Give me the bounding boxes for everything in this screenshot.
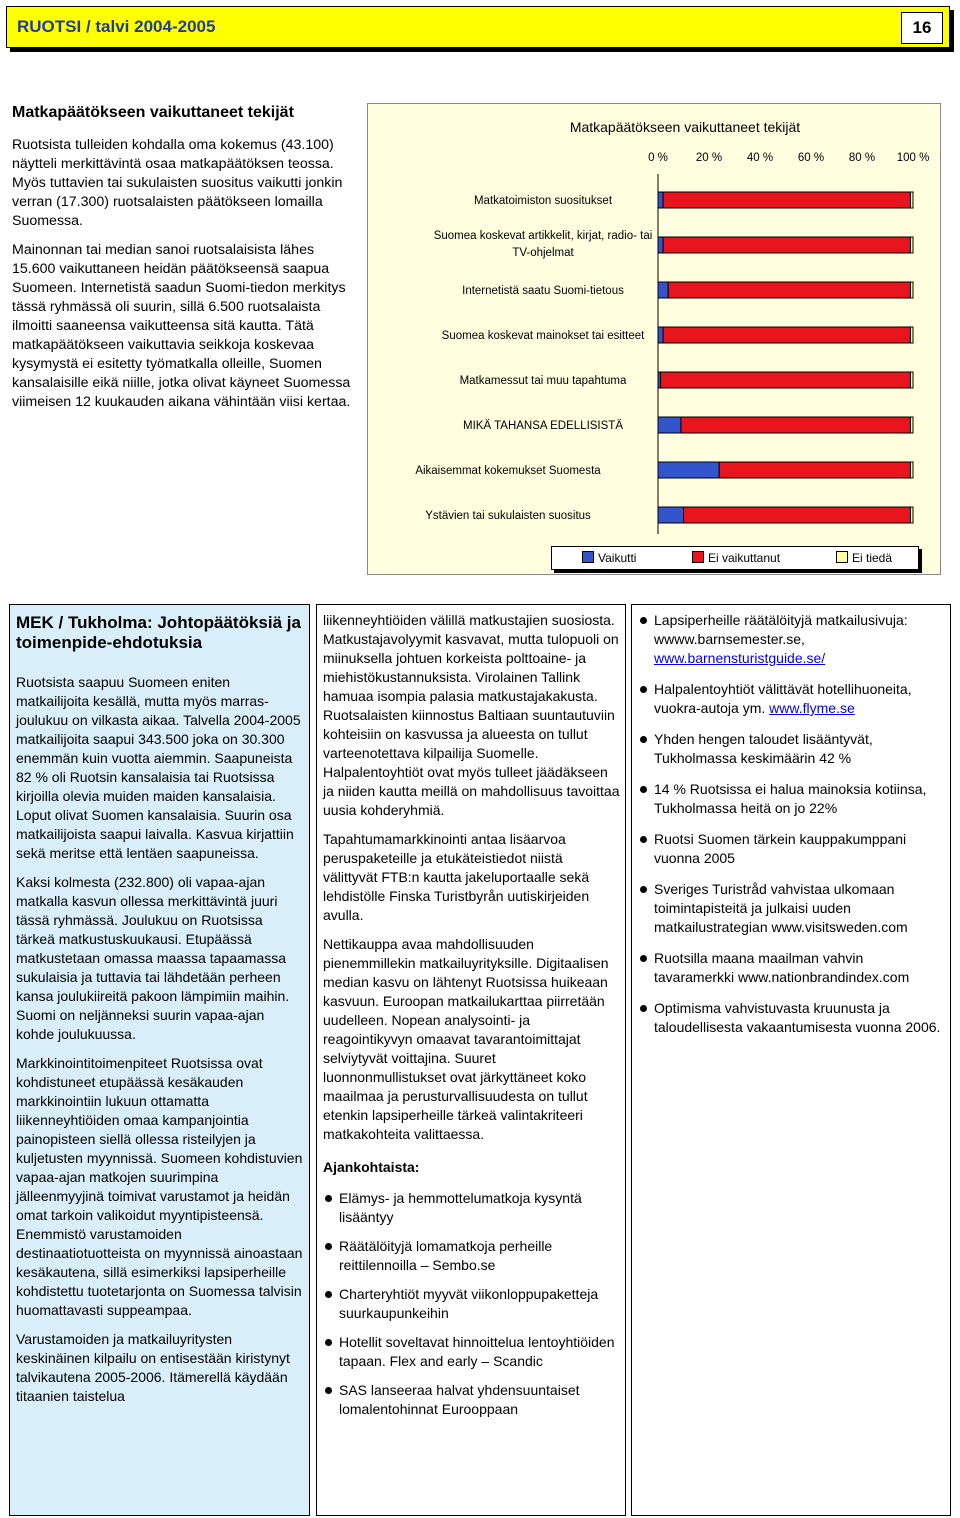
list-item-text: Ruotsi Suomen tärkein kauppakumppani vuonna 2005 [654, 831, 907, 866]
legend-label: Ei vaikuttanut [708, 551, 781, 565]
x-tick-label: 20 % [695, 152, 723, 164]
bullet-icon [640, 736, 647, 743]
col2-paragraph: Nettikauppa avaa mahdollisuuden pienemmillekin matkailuyrityksille. Digitaalisen median kasvu on lähtenyt Ruotsissa huikeaan kasvuun. Euroopan matkailukarttaa piirretään uudelleen. Nopean analysointi- ja reagointikyvyn omaavat tavarantoimittajat selviytyvät voittajina. Suuret luonnonmullistukset ovat järkyttäneet koko maailmaa ja perusturvallisuudesta on tullut etenkin lapsiperheille tärkeä valintakriteeri matkakohteita valittaessa. [323, 936, 609, 1142]
bullet-icon [640, 686, 647, 693]
list-item-text: Halpalentoyhtiöt välittävät hotellihuoneita, vuokra-autoja ym. [654, 681, 912, 716]
bullet-icon [325, 1387, 332, 1394]
category-label: Internetistä saatu Suomi-tietous [462, 285, 624, 297]
bar-segment [658, 327, 663, 343]
list-item [638, 780, 946, 818]
bullet-icon [640, 836, 647, 843]
chart-svg [368, 104, 942, 576]
list-item-text: Elämys- ja hemmottelumatkoja kysyntä lisääntyy [339, 1190, 582, 1225]
list-item [638, 999, 946, 1037]
legend-label: Ei tiedä [852, 551, 893, 565]
bullet-icon [640, 1005, 647, 1012]
bar-segment [658, 237, 663, 253]
x-tick-label: 60 % [797, 152, 825, 164]
conclusions-title: MEK / Tukholma: Johtopäätöksiä ja toimenpide-ehdotuksia [16, 613, 301, 652]
bullet-icon [325, 1195, 332, 1202]
bar-segment [719, 462, 910, 478]
bar-segment [681, 417, 911, 433]
bar-segment [668, 282, 910, 298]
list-item-text: Hotellit soveltavat hinnoittelua lentoyhtiöiden tapaan. Flex and early – Scandic [339, 1334, 615, 1369]
col2-paragraph: liikenneyhtiöiden välillä matkustajien suosiosta. Matkustajavolyymit kasvavat, mutta tulopuoli on miinuksella johtuen korkeista polttoaine- ja miehistökustannuksista. Virolainen Tallink hamuaa isompia palasia matkustajakakusta. Ruotsalaisten kiinnostus Baltiaan suuntautuviin kohteisiin on kasvussa ja alueesta on tullut varteenotettava kilpailija Suomelle. Halpalentoyhtiöt ovat myös tulleet jäädäkseen ja niiden kautta meillä on mahdollisuus tavoittaa uusia kohderyhmiä. [323, 612, 620, 818]
legend-item-vaikutti [582, 551, 636, 565]
x-tick-label: 80 % [848, 152, 876, 164]
bar-segment [684, 507, 911, 523]
col2-paragraph: Tapahtumamarkkinointi antaa lisäarvoa peruspaketeille ja etukäteistiedot niistä välittyvät FTB:n kautta jakeluportaalle sekä lehdistölle Finska Turistbyrån uutiskirjeiden avulla. [323, 831, 590, 923]
page-header [6, 6, 950, 48]
bar-segment [910, 327, 913, 343]
bar-segment [910, 282, 913, 298]
chart-title: Matkapäätökseen vaikuttaneet tekijät [569, 119, 801, 135]
category-label: TV-ohjelmat [512, 247, 574, 259]
influence-chart [367, 103, 941, 575]
list-item [323, 1237, 621, 1275]
bar-segment [910, 507, 913, 523]
bar-segment [658, 462, 719, 478]
category-label: Aikaisemmat kokemukset Suomesta [415, 465, 601, 477]
list-item-text: 14 % Ruotsissa ei halua mainoksia kotiinsa, Tukholmassa heitä on jo 22% [654, 781, 927, 816]
bar-segment [663, 237, 910, 253]
list-item-text: Ruotsilla maana maailman vahvin tavaramerkki www.nationbrandindex.com [654, 950, 910, 985]
bullet-icon [640, 886, 647, 893]
market-column [316, 604, 626, 1516]
category-label: Matkatoimiston suositukset [473, 195, 613, 207]
bullet-icon [640, 786, 647, 793]
list-item-text: Yhden hengen taloudet lisääntyvät, Tukholmassa keskimäärin 42 % [654, 731, 873, 766]
chart-legend [551, 546, 919, 570]
bar-segment [661, 372, 911, 388]
list-item-text: Lapsiperheille räätälöityjä matkailusivuja: wwww.barnsemester.se, [654, 612, 908, 647]
bar-segment [910, 372, 913, 388]
legend-item-ei-tieda [836, 551, 892, 565]
list-item-text: Sveriges Turistråd vahvistaa ulkomaan toimintapisteitä ja julkaisi uuden matkailustrategian www.visitsweden.com [654, 881, 908, 935]
list-item [638, 830, 946, 868]
list-item [638, 680, 946, 718]
category-label: Suomea koskevat mainokset tai esitteet [441, 330, 645, 342]
legend-swatch [836, 551, 848, 563]
col1-paragraph: Ruotsista saapuu Suomeen eniten matkailijoita kesällä, mutta myös marras-joulukuu on vilkasta aikaa. Talvella 2004-2005 matkailijoita saapui 343.500 joka on 30.300 enemmän kuin vuotta aiemmin. Saapuneista 82 % oli Ruotsin kansalaisia tai Ruotsissa kirjoilla olevia muiden maiden kansalaisia. Loput olivat Suomen kansalaisia. Suurin osa matkailijoista saapui laivalla. Kasvua kirjattiin sekä meritse että lentäen saapuneissa. [16, 674, 301, 861]
intro-paragraph: Mainonnan tai median sanoi ruotsalaisista lähes 15.600 vaikuttaneen heidän päätökseensä saapua Suomeen. Internetistä saadun Suomi-tiedon merkitys tässä ryhmässä oli suurin, sillä 6.500 ruotsalaista ilmoitti saaneensa vaikutteensa sitä kautta. Tätä matkapäätökseen vaikuttavia seikkoja koskevaa kysymystä ei esitetty työmatkalla olleille, Suomen kansalaisille eikä niille, jotka olivat käyneet Suomessa viimeisen 12 kuukauden aikana vähintään viisi kertaa. [12, 242, 351, 410]
bullet-icon [640, 617, 647, 624]
legend-swatch [582, 551, 594, 563]
x-tick-label: 0 % [648, 152, 668, 164]
list-item-text: SAS lanseeraa halvat yhdensuuntaiset lomalentohinnat Eurooppaan [339, 1382, 580, 1417]
bullet-icon [325, 1339, 332, 1346]
list-item [638, 611, 946, 668]
legend-label: Vaikutti [598, 551, 637, 565]
col1-paragraph: Varustamoiden ja matkailuyritysten keskinäinen kilpailu on entisestään kiristynyt talvikautena 2005-2006. Itämerellä käydään titaanien taistelua [16, 1331, 290, 1404]
current-topics-list [323, 1189, 621, 1419]
category-label: MIKÄ TAHANSA EDELLISISTÄ [463, 420, 623, 432]
current-topics-heading: Ajankohtaista: [323, 1159, 420, 1175]
x-tick-label: 100 % [896, 152, 930, 164]
bullet-icon [325, 1291, 332, 1298]
bar-segment [658, 507, 684, 523]
bullet-icon [640, 955, 647, 962]
article-intro [12, 136, 352, 422]
bar-segment [658, 192, 663, 208]
list-item [638, 880, 946, 937]
page-number: 16 [901, 12, 943, 44]
legend-item-ei-vaikuttanut [692, 551, 780, 565]
list-item-text: Charteryhtiöt myyvät viikonloppupaketteja suurkaupunkeihin [339, 1286, 599, 1321]
list-item [323, 1333, 621, 1371]
list-item [323, 1381, 621, 1419]
x-tick-label: 40 % [746, 152, 774, 164]
article-title: Matkapäätökseen vaikuttaneet tekijät [12, 104, 294, 121]
category-label: Matkamessut tai muu tapahtuma [459, 375, 627, 387]
list-item-text: Optimisma vahvistuvasta kruunusta ja taloudellisesta vakaantumisesta vuonna 2006. [654, 1000, 941, 1035]
conclusions-column [9, 604, 310, 1516]
bar-segment [658, 282, 668, 298]
category-label: Ystävien tai sukulaisten suositus [425, 510, 591, 522]
bar-segment [658, 417, 681, 433]
bar-segment [910, 417, 913, 433]
bullet-icon [325, 1243, 332, 1250]
bar-segment [663, 327, 910, 343]
tips-list [638, 611, 946, 1037]
intro-paragraph: Ruotsista tulleiden kohdalla oma kokemus (43.100) näytteli merkittävintä osaa matkapäätöksen teossa. Myös tuttavien tai sukulaisten suositus vaikutti jonkin verran (17.300) ruotsalaisten päätökseen lomailla Suomessa. [12, 137, 343, 229]
header-title: RUOTSI / talvi 2004-2005 [17, 17, 216, 36]
bar-segment [910, 192, 913, 208]
col1-paragraph: Kaksi kolmesta (232.800) oli vapaa-ajan matkalla kasvun ollessa merkittävintä juuri tässä ryhmässä. Joulukuu on Ruotsissa tärkeä matkustuskuukausi. Etupäässä matkustetaan omassa maassa tapaamassa sukulaisia ja tuttavia tai lähdetään perheen kansa joulukiireitä pakoon lämpimiin maihin. Suomi on neljänneksi suurin vapaa-ajan kohde joulukuussa. [16, 874, 290, 1042]
flyme-link[interactable]: www.flyme.se [769, 700, 855, 716]
col1-paragraph: Markkinointitoimenpiteet Ruotsissa ovat kohdistuneet etupäässä kesäkauden markkinointiin lukuun ottamatta liikenneyhtiöiden omaa kampanjointia painopisteen siellä ollessa risteilyjen ja kuljetusten myynnissä. Suomeen kohdistuvien vapaa-ajan matkojen suurimpina jälleenmyyjinä toimivat varustamot ja heidän omat tarkoin valikoidut myyntipisteensä. Enemmistö varustamoiden destinaatiotuotteista on myynnissä ainoastaan kesäkautena, sillä esimerkiksi lapsiperheille kohdistettu tuotetarjonta on Suomessa talvisin huomattavasti suppeampaa. [16, 1055, 303, 1318]
barnensturistguide-link[interactable]: www.barnensturistguide.se/ [654, 650, 826, 666]
category-label: Suomea koskevat artikkelit, kirjat, radio- tai [433, 230, 653, 242]
list-item-text: Räätälöityjä lomamatkoja perheille reittilennoilla – Sembo.se [339, 1238, 553, 1273]
list-item [638, 730, 946, 768]
tips-column [631, 604, 951, 1516]
bar-segment [910, 462, 913, 478]
legend-swatch [692, 551, 704, 563]
bar-segment [910, 237, 913, 253]
list-item [638, 949, 946, 987]
list-item [323, 1189, 621, 1227]
bar-segment [663, 192, 910, 208]
list-item [323, 1285, 621, 1323]
